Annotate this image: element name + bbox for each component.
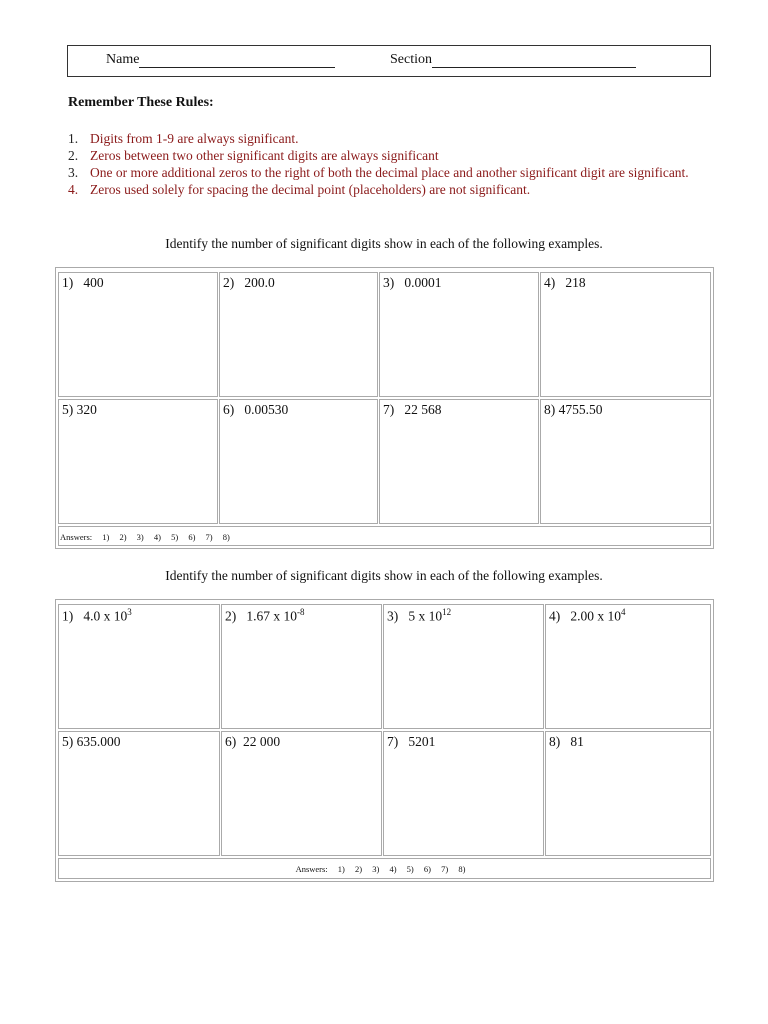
problem-cell[interactable]: 3) 5 x $10^{12}$ — [383, 604, 544, 729]
problem-cell[interactable]: 4) 2.00 x $10^4$ — [545, 604, 711, 729]
problem-cell[interactable]: 7) 5201 — [383, 731, 544, 856]
section-label: Section — [390, 52, 432, 67]
student-info-box — [67, 45, 711, 77]
part2-table — [55, 599, 714, 882]
part2-instruction: Identify the number of significant digits show in each of the following examples. — [165, 568, 603, 583]
problem-cell[interactable]: 6) 22 000 — [221, 731, 382, 856]
rules-title: Remember These Rules: — [68, 95, 214, 110]
rule-item: 1. Digits from 1-9 are always significant. — [68, 131, 299, 146]
problem-cell[interactable]: 4) 218 — [540, 272, 711, 397]
problem-cell[interactable]: 5) 320 — [58, 399, 218, 524]
answers-row[interactable]: Answers: 1) 2) 3) 4) 5) 6) 7) 8) — [58, 858, 711, 879]
problem-cell[interactable]: 1) 400 — [58, 272, 218, 397]
problem-cell[interactable]: 2) 1.67 x $10^{-8}$ — [221, 604, 382, 729]
rules-list — [68, 130, 708, 198]
part1-table — [55, 267, 714, 549]
problem-cell[interactable]: 1) 4.0 x $10^3$ — [58, 604, 220, 729]
problem-cell[interactable]: 8) 4755.50 — [540, 399, 711, 524]
answers-row[interactable]: Answers: 1) 2) 3) 4) 5) 6) 7) 8) — [58, 526, 711, 546]
rule-item: 4. Zeros used solely for spacing the decimal point (placeholders) are not significant. — [68, 182, 531, 197]
problem-cell[interactable]: 7) 22 568 — [379, 399, 539, 524]
name-label: Name — [106, 52, 140, 67]
section-blank[interactable] — [432, 53, 636, 68]
name-field[interactable] — [106, 52, 335, 68]
part1-instruction: Identify the number of significant digits show in each of the following examples. — [165, 236, 603, 251]
problem-cell[interactable]: 2) 200.0 — [219, 272, 378, 397]
problem-cell[interactable]: 3) 0.0001 — [379, 272, 539, 397]
problem-cell[interactable]: 6) 0.00530 — [219, 399, 378, 524]
rule-item: 2. Zeros between two other significant digits are always significant — [68, 148, 439, 163]
rule-item: 3. One or more additional zeros to the right of both the decimal place and another significant digit are significant. — [68, 165, 689, 180]
name-blank[interactable] — [139, 53, 335, 68]
problem-cell[interactable]: 5) 635.000 — [58, 731, 220, 856]
problem-cell[interactable]: 8) 81 — [545, 731, 711, 856]
section-field[interactable] — [390, 52, 636, 68]
